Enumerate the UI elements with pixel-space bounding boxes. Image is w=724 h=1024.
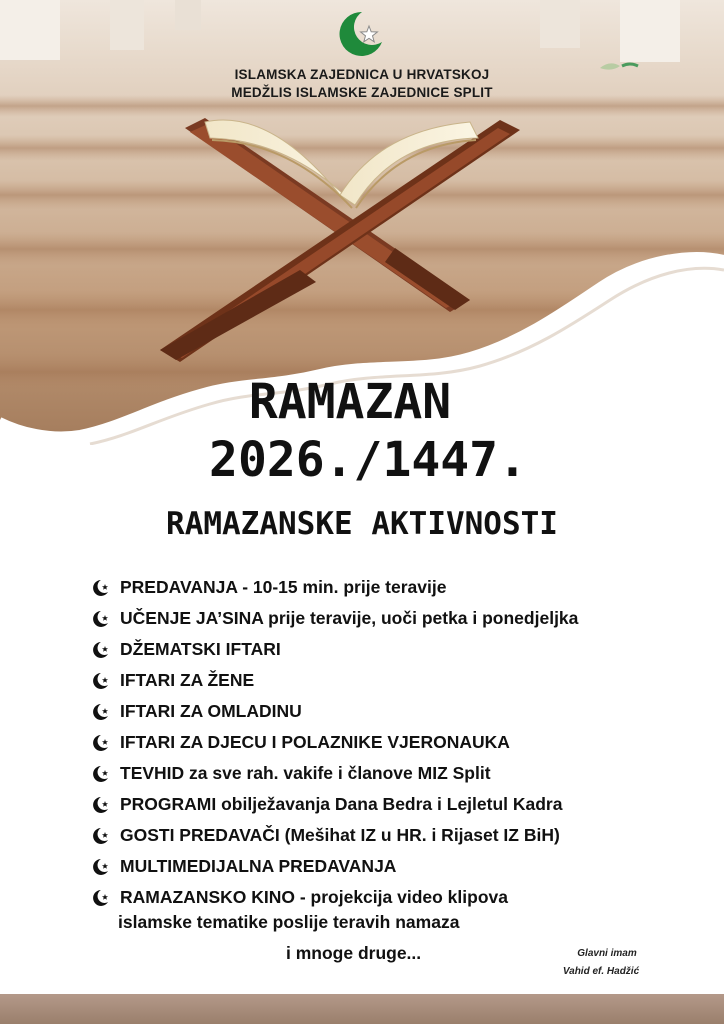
list-item-text: UČENJE JA’SINA prije teravije, uoči petka i ponedjeljka (120, 608, 579, 628)
list-item (92, 789, 578, 820)
list-item (92, 634, 578, 665)
crescent-star-icon (92, 827, 112, 845)
crescent-star-icon (92, 796, 112, 814)
list-item-text: TEVHID za sve rah. vakife i članove MIZ Split (120, 763, 491, 783)
activities-list (92, 572, 578, 913)
list-item (92, 727, 578, 758)
list-item (92, 696, 578, 727)
main-title: RAMAZAN (248, 374, 452, 430)
list-item-text: PROGRAMI obilježavanja Dana Bedra i Lejletul Kadra (120, 794, 563, 814)
crescent-star-icon (92, 889, 112, 907)
list-item (92, 665, 578, 696)
closing-text: i mnoge druge... (286, 943, 422, 963)
crescent-star-icon (92, 610, 112, 628)
list-item (92, 851, 578, 882)
organization-subname: MEDŽLIS ISLAMSKE ZAJEDNICE SPLIT (231, 85, 493, 100)
organization-name: ISLAMSKA ZAJEDNICA U HRVATSKOJ (234, 67, 490, 82)
list-item-text: DŽEMATSKI IFTARI (120, 639, 281, 659)
crescent-star-icon (92, 858, 112, 876)
crescent-star-logo (336, 8, 388, 60)
crescent-star-icon (92, 579, 112, 597)
subtitle: RAMAZANSKE AKTIVNOSTI (166, 506, 558, 542)
list-item-text: PREDAVANJA - 10-15 min. prije teravije (120, 577, 447, 597)
list-item (92, 603, 578, 634)
list-item (92, 758, 578, 789)
list-item (92, 882, 578, 913)
crescent-star-icon (92, 641, 112, 659)
list-item-text: IFTARI ZA DJECU I POLAZNIKE VJERONAUKA (120, 732, 510, 752)
signature-name: Vahid ef. Hadžić (562, 966, 640, 977)
crescent-star-icon (92, 703, 112, 721)
list-item (92, 820, 578, 851)
list-item (92, 572, 578, 603)
list-item-continuation: islamske tematike poslije teravih namaza (118, 912, 460, 932)
list-item-text: GOSTI PREDAVAČI (Mešihat IZ u HR. i Rijaset IZ BiH) (120, 825, 560, 845)
list-item-text: IFTARI ZA OMLADINU (120, 701, 302, 721)
crescent-star-icon (92, 765, 112, 783)
main-title-year: 2026./1447. (209, 432, 527, 488)
footer-band (0, 994, 724, 1024)
list-item-text: IFTARI ZA ŽENE (120, 670, 255, 690)
crescent-star-icon (92, 734, 112, 752)
signature-role: Glavni imam (577, 948, 637, 959)
crescent-star-icon (92, 672, 112, 690)
list-item-text: RAMAZANSKO KINO - projekcija video klipova (120, 887, 508, 907)
list-item-text: MULTIMEDIJALNA PREDAVANJA (120, 856, 397, 876)
